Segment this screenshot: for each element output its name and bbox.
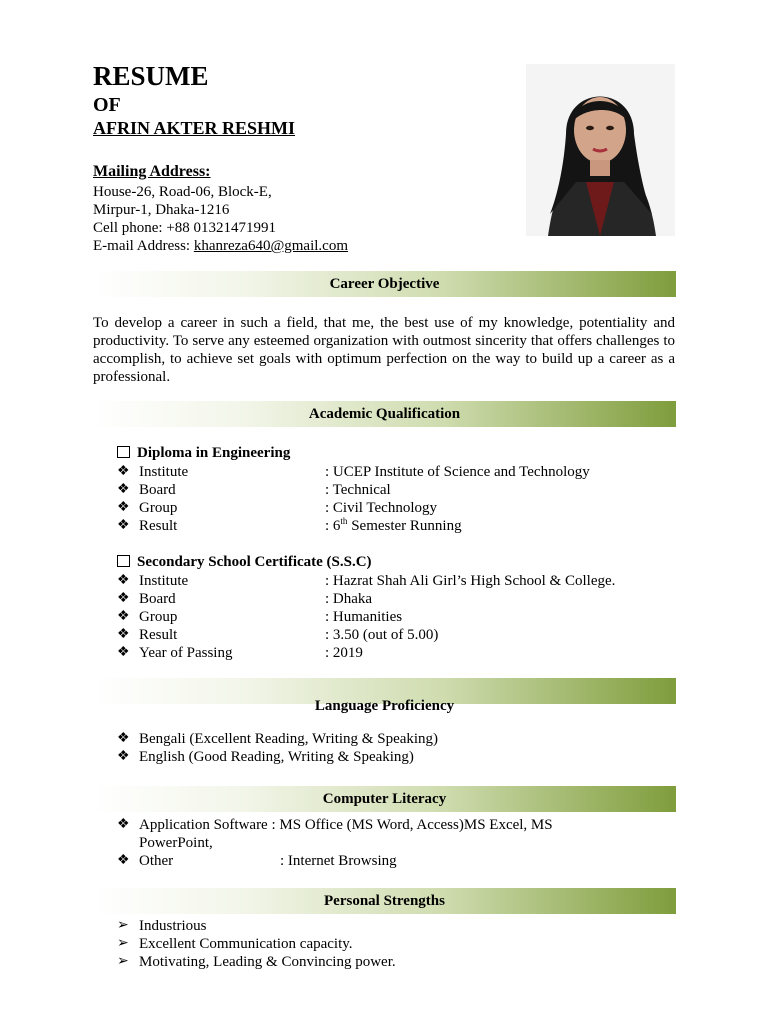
square-bullet-icon [117, 555, 130, 567]
strength-text: Excellent Communication capacity. [139, 936, 353, 952]
computer-text: PowerPoint, [139, 835, 213, 851]
row-label: Result [139, 627, 178, 643]
ssc-title-text: Secondary School Certificate (S.S.C) [137, 554, 372, 570]
arrow-bullet-icon: ➢ [117, 954, 129, 969]
career-objective-title: Career Objective [329, 276, 440, 292]
result-pre: : 6 [325, 518, 341, 534]
academic-title: Academic Qualification [308, 406, 461, 422]
strengths-title: Personal Strengths [324, 893, 445, 909]
strengths-header [93, 888, 676, 914]
row-label: Other [139, 853, 174, 869]
profile-photo [526, 64, 675, 236]
academic-header [93, 401, 676, 427]
diamond-bullet-icon: ❖ [117, 518, 130, 533]
row-value: : Internet Browsing [280, 853, 397, 869]
row-value: : 3.50 (out of 5.00) [325, 627, 439, 643]
diploma-title-text: Diploma in Engineering [137, 445, 291, 461]
diamond-bullet-icon: ❖ [117, 573, 130, 588]
diamond-bullet-icon: ❖ [117, 482, 130, 497]
diamond-bullet-icon: ❖ [117, 749, 130, 764]
row-label: Group [139, 609, 178, 625]
row-label: Institute [139, 573, 189, 589]
strength-text: Motivating, Leading & Convincing power. [139, 954, 396, 970]
row-label: Result [139, 518, 178, 534]
language-text: Bengali (Excellent Reading, Writing & Speaking) [139, 731, 439, 747]
row-label: Group [139, 500, 178, 516]
resume-title: RESUME [93, 61, 209, 91]
row-value: : Humanities [325, 609, 403, 625]
row-label: Year of Passing [139, 645, 233, 661]
diamond-bullet-icon: ❖ [117, 464, 130, 479]
row-label: Institute [139, 464, 189, 480]
computer-header [93, 786, 676, 812]
result-post: Semester Running [347, 518, 462, 534]
row-value: : Hazrat Shah Ali Girl’s High School & College. [325, 573, 616, 589]
diamond-bullet-icon: ❖ [117, 591, 130, 606]
email-label: E-mail Address: [93, 238, 194, 254]
address-line-2: Mirpur-1, Dhaka-1216 [93, 202, 230, 218]
language-text: English (Good Reading, Writing & Speaking) [139, 749, 414, 765]
cell-phone: Cell phone: +88 01321471991 [93, 220, 277, 236]
candidate-name: AFRIN AKTER RESHMI [93, 118, 296, 138]
square-bullet-icon [117, 446, 130, 458]
diamond-bullet-icon: ❖ [117, 853, 130, 868]
diamond-bullet-icon: ❖ [117, 627, 130, 642]
diamond-bullet-icon: ❖ [117, 500, 130, 515]
row-label: Board [139, 591, 176, 607]
arrow-bullet-icon: ➢ [117, 936, 129, 951]
result-sup: th [340, 516, 348, 526]
language-header [93, 678, 676, 714]
arrow-bullet-icon: ➢ [117, 918, 129, 933]
computer-title: Computer Literacy [322, 791, 447, 807]
diploma-title [117, 444, 290, 462]
ssc-title [117, 553, 372, 571]
row-value: : Civil Technology [325, 500, 438, 516]
language-title: Language Proficiency [314, 698, 455, 714]
strength-text: Industrious [139, 918, 207, 934]
row-value: : 2019 [325, 645, 363, 661]
career-objective-header [93, 271, 676, 297]
computer-text: Application Software : MS Office (MS Word, Access)MS Excel, MS [139, 817, 553, 833]
row-value: : Dhaka [325, 591, 373, 607]
address-line-1: House-26, Road-06, Block-E, [93, 184, 272, 200]
resume-of: OF [93, 94, 121, 116]
diamond-bullet-icon: ❖ [117, 609, 130, 624]
row-value: : Technical [325, 482, 391, 498]
portrait-illustration [526, 64, 675, 236]
row-value [325, 517, 462, 535]
row-value: : UCEP Institute of Science and Technology [325, 464, 590, 480]
diamond-bullet-icon: ❖ [117, 731, 130, 746]
mailing-address-title: Mailing Address: [93, 163, 211, 180]
diamond-bullet-icon: ❖ [117, 817, 130, 832]
email-link[interactable]: khanreza640@gmail.com [193, 238, 349, 254]
career-objective-text: To develop a career in such a field, that me, the best use of my knowledge, potentiality and productivity. To serve any esteemed organization with outmost sincerity that offers challenges to accomplish, to achieve set goals with optimum perfection on the way to build up a career as a professional. [93, 315, 675, 385]
email-row [93, 237, 348, 255]
row-label: Board [139, 482, 176, 498]
diamond-bullet-icon: ❖ [117, 645, 130, 660]
